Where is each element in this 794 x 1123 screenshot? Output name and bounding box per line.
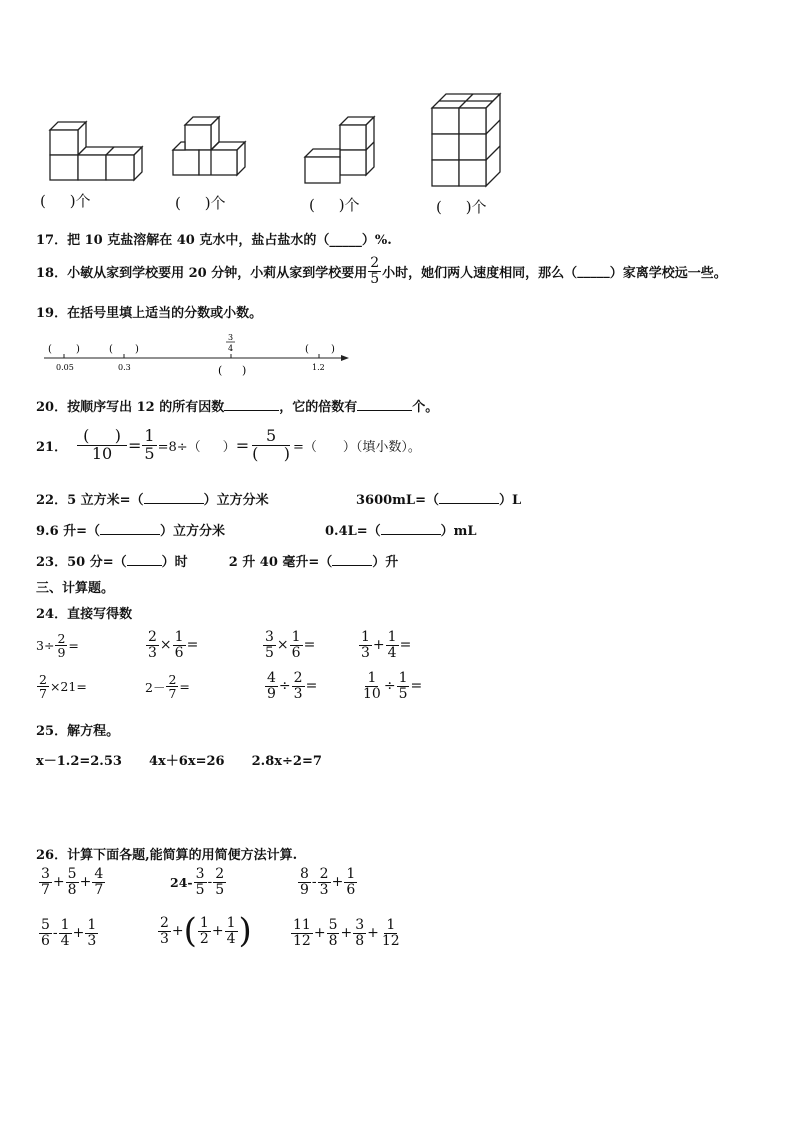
nl-paren-1: (	[48, 344, 52, 355]
svg-text:(: (	[305, 344, 309, 355]
calc-24-7: $\frac{4}{9}$ ÷ $\frac{2}{3}$ =	[267, 670, 318, 702]
question-22-a: 22．5 立方米=（ ）立方分米	[36, 493, 269, 508]
question-20: 20．按顺序写出 12 的所有因数 ，它的倍数有 个。	[36, 400, 439, 415]
cube-answer-3: ( )个	[309, 196, 360, 214]
nl-label-1.2: 1.2	[312, 363, 325, 372]
cube-answer-4: ( )个	[436, 198, 487, 216]
number-line	[36, 330, 356, 380]
nl-label-0.3: 0.3	[118, 363, 131, 372]
calc-24-8: $\frac{1}{10}$ ÷ $\frac{1}{5}$ =	[363, 670, 423, 702]
cube-figures	[0, 0, 794, 220]
calc-24-5: $\frac{2}{7}$ ×21=	[39, 672, 87, 702]
svg-text:): )	[76, 344, 80, 355]
question-26: 26．计算下面各题,能简算的用简便方法计算.	[36, 848, 298, 863]
question-18: 18． 小敏从家到学校要用 20 分钟，小莉从家到学校要用 $\frac{2}{5}$ 小时，她们两人速度相同，那么（ _____ ）家离学校远一些。	[36, 255, 727, 287]
cube-answer-2: ( )个	[175, 194, 226, 212]
calc-26-2: 24- $\frac{3}{5}$ - $\frac{2}{5}$	[170, 866, 225, 898]
calc-24-4: $\frac{1}{3}$ + $\frac{1}{4}$ =	[361, 629, 412, 661]
question-19: 19．在括号里填上适当的分数或小数。	[36, 306, 263, 321]
question-24: 24．直接写得数	[36, 607, 133, 622]
svg-text:(: (	[218, 364, 223, 377]
calc-24-1: 3÷ $\frac{2}{9}$ =	[36, 631, 79, 661]
svg-text:): )	[242, 364, 247, 377]
fraction-2-5: $\frac{2}{5}$	[370, 255, 380, 287]
svg-text:): )	[331, 344, 335, 355]
question-23: 23．50 分=（ ）时 2 升 40 毫升=（ ）升	[36, 555, 399, 570]
cube-figure-1	[50, 122, 142, 180]
cube-figure-4	[432, 94, 500, 186]
question-22-b: 3600mL=（ ）L	[356, 493, 522, 508]
question-22-c: 9.6 升=（ ）立方分米	[36, 524, 226, 539]
section-3-title: 三、计算题。	[36, 581, 115, 596]
cube-figure-3	[305, 117, 374, 183]
cube-figure-2	[173, 117, 245, 175]
calc-24-3: $\frac{3}{5}$ × $\frac{1}{6}$ =	[265, 629, 316, 661]
question-17: 17．把 10 克盐溶解在 40 克水中，盐占盐水的（_____）%.	[36, 233, 392, 248]
calc-26-3: $\frac{8}{9}$ - $\frac{2}{3}$ + $\frac{1}{6}$	[300, 866, 356, 898]
calc-24-6: 2－ $\frac{2}{7}$ =	[145, 672, 190, 702]
calc-26-4: $\frac{5}{6}$ - $\frac{1}{4}$ + $\frac{1}{3}$	[41, 917, 97, 949]
svg-text:3: 3	[228, 333, 234, 342]
calc-26-6: $\frac{11}{12}$ + $\frac{5}{8}$ + $\frac{3}{8}$ + $\frac{1}{12}$	[293, 917, 400, 949]
svg-text:): )	[135, 344, 139, 355]
nl-label-0.05: 0.05	[56, 363, 74, 372]
calc-26-5: $\frac{2}{3}$ + ( $\frac{1}{2}$ + $\frac{1}{4}$ )	[160, 911, 252, 951]
equations-25: x－1.2=2.53 4x＋6x=26 2.8x÷2=7	[36, 754, 322, 769]
calc-24-2: $\frac{2}{3}$ × $\frac{1}{6}$ =	[148, 629, 199, 661]
calc-26-1: $\frac{3}{7}$ + $\frac{5}{8}$ + $\frac{4}{7}$	[41, 866, 104, 898]
question-21: 21． $\frac{( )}{10}$ = $\frac{1}{5}$ =8÷（ ） = $\frac{5}{( )}$ =（ ）（填小数）。	[36, 426, 421, 463]
cube-answer-1: ( )个	[40, 192, 91, 210]
svg-text:(: (	[109, 344, 113, 355]
svg-text:4: 4	[228, 344, 234, 353]
question-22-d: 0.4L=（ ）mL	[325, 524, 477, 539]
question-25: 25．解方程。	[36, 724, 120, 739]
